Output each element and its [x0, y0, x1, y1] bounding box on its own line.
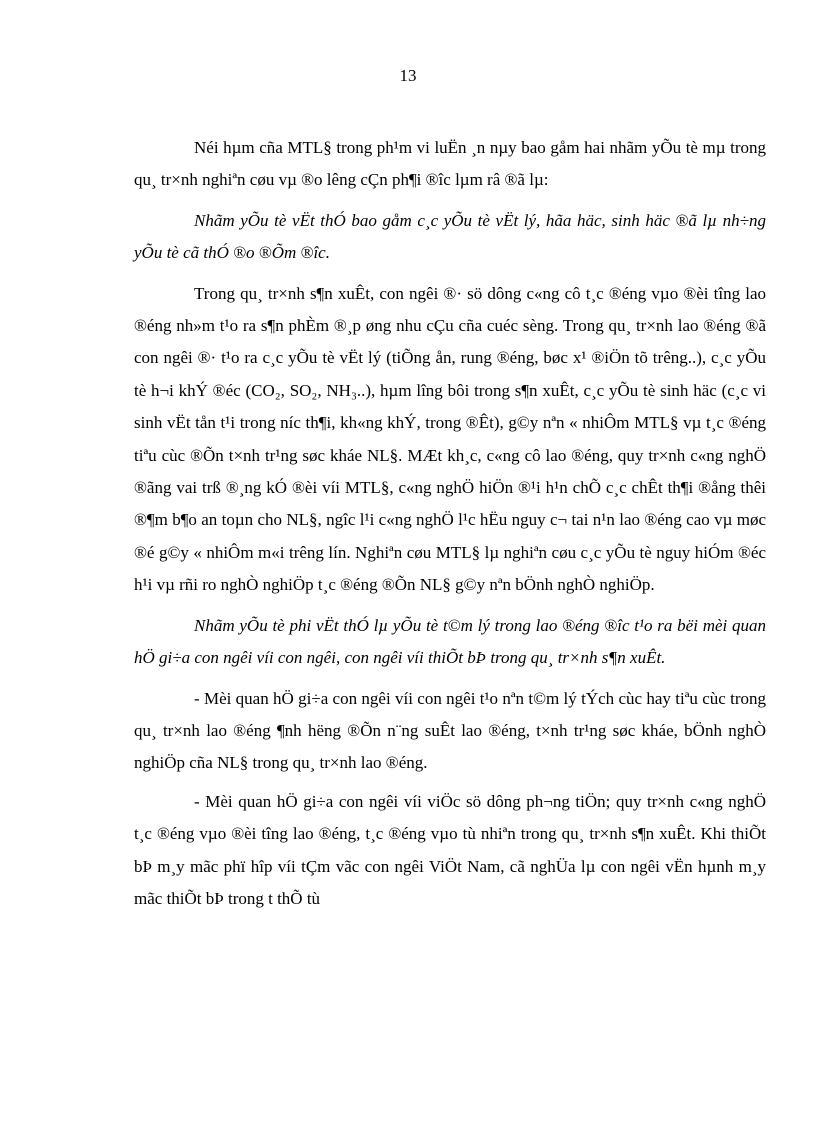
paragraph-physical-factors: Nhãm yÕu tè vËt thÓ bao gåm c¸c yÕu tè vËt lý, hãa häc, sinh häc ®ã lµ nh÷ng yÕu tè cã thÓ ®o ®Õm ®îc. — [134, 210, 766, 263]
paragraph-intro: Néi hµm cña MTL§ trong ph¹m vi luËn ¸n nµy bao gåm hai nhãm yÕu tè mµ trong qu¸ tr×nh nghiªn cøu vµ ®o lêng cÇn ph¶i ®îc lµm râ ®ã lµ: — [134, 138, 766, 190]
paragraph-production-process: Trong qu¸ tr×nh s¶n xuÊt, con ngêi ®· sö dông c«ng cô t¸c ®éng vµo ®èi tîng lao ®éng nh»m t¹o ra s¶n phÈm ®¸p øng nhu cÇu cña cuéc sèng. Trong qu¸ tr×nh lao ®éng ®ã con ngêi ®· t¹o ra c¸c yÕu tè vËt lý (tiÕng ån, rung ®éng, bøc x¹ ®iÖn tõ trêng..), c¸c yÕu tè h¬i khÝ ®éc (CO₂, SO₂, NH₃..), hµm lîng bôi trong s¶n xuÊt, c¸c yÕu tè sinh häc (c¸c vi sinh vËt tån t¹i trong níc th¶i, kh«ng khÝ, trong ®Êt), g©y nªn « nhiÔm MTL§ vµ t¸c ®éng tiªu cùc ®Õn t×nh tr¹ng søc kháe NL§. MÆt kh¸c, c«ng cô lao ®éng, quy tr×nh c«ng nghÖ ®ãng vai trß ®¸ng kÓ ®èi víi MTL§, c«ng nghÖ hiÖn ®¹i h¹n chÕ c¸c chÊt th¶i ®ång thêi ®¶m b¶o an toµn cho NL§, ngîc l¹i c«ng nghÖ l¹c hËu nguy c¬ tai n¹n lao ®éng cao vµ møc ®é g©y « nhiÔm m«i trêng lín. Nghiªn cøu MTL§ lµ nghiªn cøu c¸c yÕu tè nguy hiÓm ®éc h¹i vµ rñi ro nghÒ nghiÖp t¸c ®éng ®Õn NL§ g©y nªn bÖnh nghÒ nghiÖp. — [134, 283, 766, 595]
paragraph-people-relationship: - Mèi quan hÖ gi÷a con ngêi víi con ngêi t¹o nªn t©m lý tÝch cùc hay tiªu cùc trong qu¸ tr×nh lao ®éng ¶nh hëng ®Õn n¨ng suÊt lao ®éng, t×nh tr¹ng søc kháe, bÖnh nghÒ nghiÖp cña NL§ trong qu¸ tr×nh lao ®éng. — [134, 688, 766, 773]
paragraph-equipment-relationship: - Mèi quan hÖ gi÷a con ngêi víi viÖc sö dông ph¬ng tiÖn; quy tr×nh c«ng nghÖ t¸c ®éng vµo ®èi tîng lao ®éng, t¸c ®éng vµo tù nhiªn trong qu¸ tr×nh s¶n xuÊt. Khi thiÕt bÞ m¸y mãc phï hîp víi tÇm vãc con ngêi ViÖt Nam, cã nghÜa lµ con ngêi vËn hµnh m¸y mãc thiÕt bÞ trong t thÕ tù — [134, 791, 766, 908]
paragraph-nonphysical-factors: Nhãm yÕu tè phi vËt thÓ lµ yÕu tè t©m lý trong lao ®éng ®îc t¹o ra bëi mèi quan hÖ gi÷a con ngêi víi con ngêi, con ngêi víi thiÕt bÞ trong qu¸ tr×nh s¶n xuÊt. — [134, 615, 766, 668]
page-number: 13 — [399, 66, 417, 85]
document-body — [134, 132, 766, 915]
